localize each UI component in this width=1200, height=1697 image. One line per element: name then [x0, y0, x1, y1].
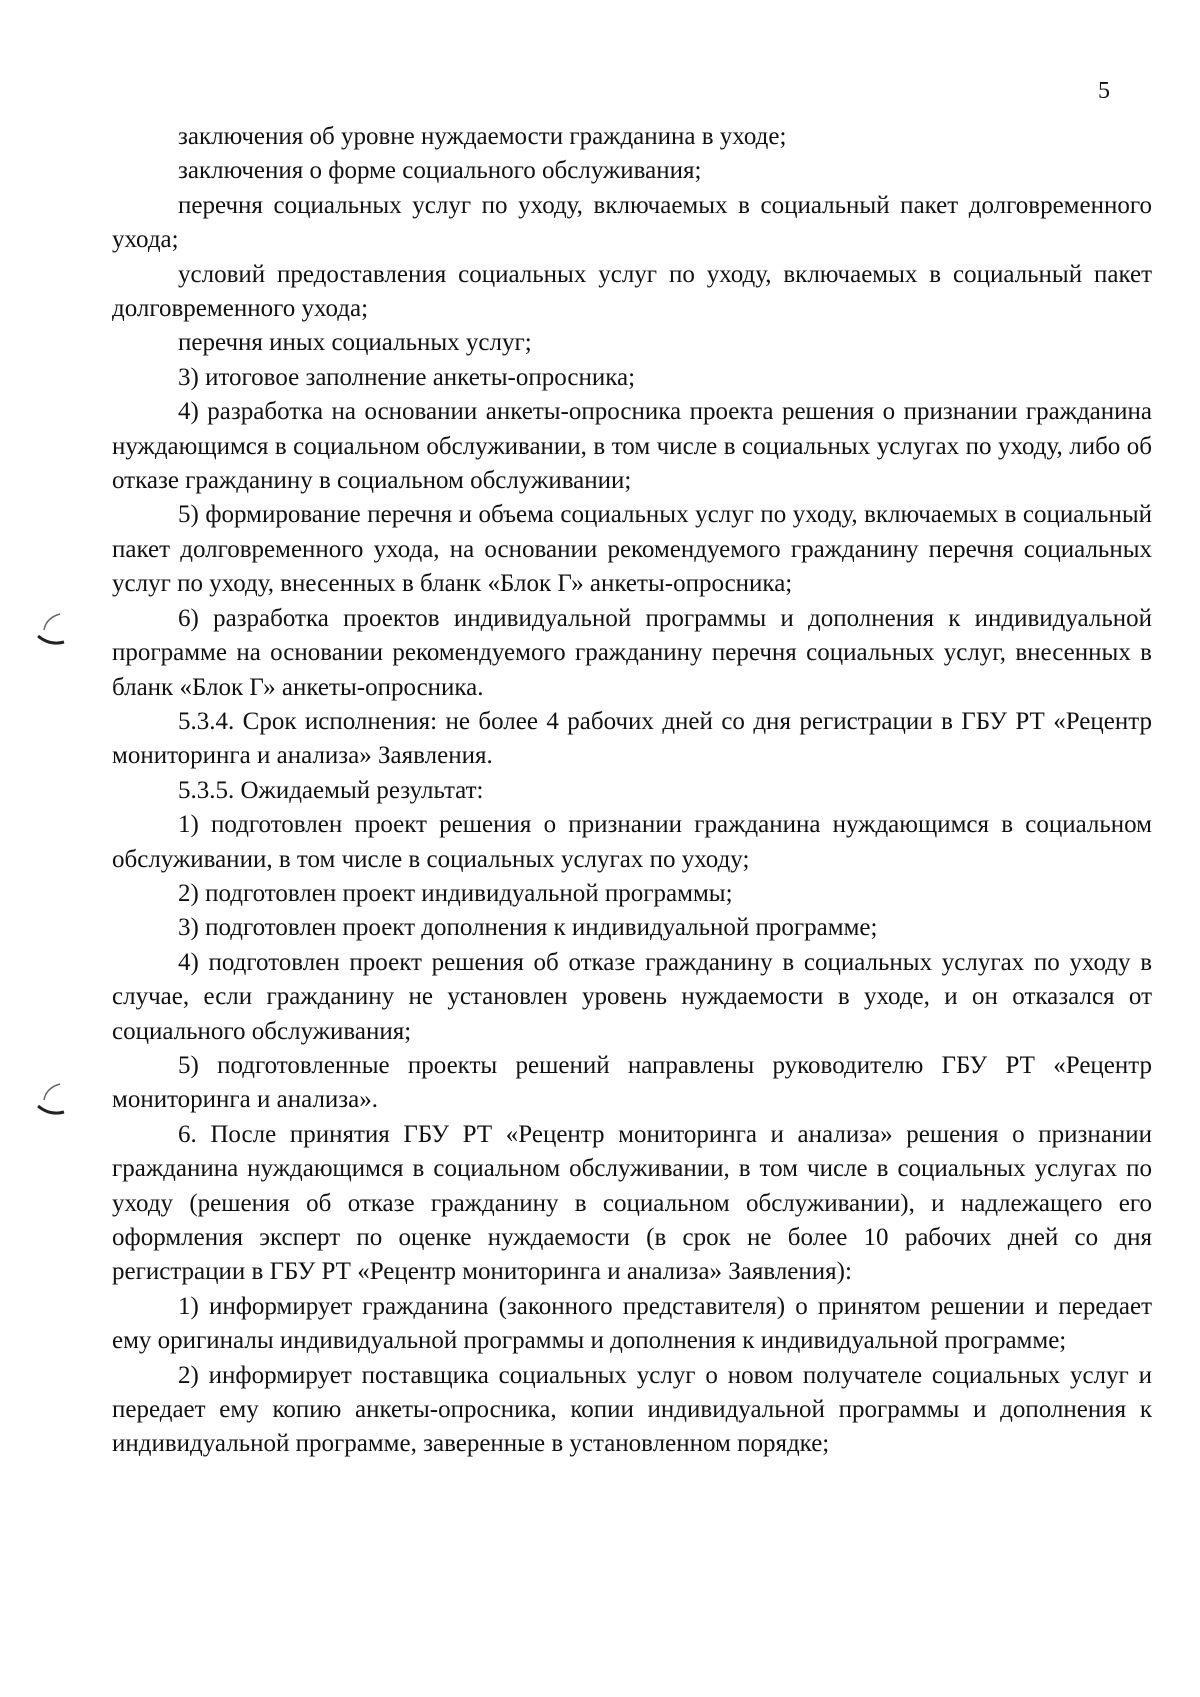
paragraph: 4) разработка на основании анкеты-опросника проекта решения о признании гражданина нуждающимся в социальном обслуживании, в том числе в социальных услугах по уходу, либо об отказе гражданину в социальном обслуживании;: [112, 398, 1152, 495]
paragraph: 5.3.4. Срок исполнения: не более 4 рабочих дней со дня регистрации в ГБУ РТ «Рецентр мониторинга и анализа» Заявления.: [112, 707, 1152, 770]
paragraph: перечня иных социальных услуг;: [178, 329, 532, 357]
paragraph: заключения об уровне нуждаемости гражданина в уходе;: [178, 123, 787, 150]
binding-hole-mark-icon: [36, 1082, 66, 1116]
paragraph: 3) подготовлен проект дополнения к индивидуальной программе;: [178, 914, 878, 942]
page-number: 5: [1098, 78, 1110, 104]
paragraph: 2) информирует поставщика социальных услуг о новом получателе социальных услуг и передает ему копию анкеты-опросника, копии индивидуальной программы и дополнения к индивидуальной программе, заверенные в установленном порядке;: [112, 1361, 1152, 1458]
binding-hole-mark-icon: [36, 612, 66, 646]
paragraph: 4) подготовлен проект решения об отказе гражданину в социальных услугах по уходу в случае, если гражданину не установлен уровень нуждаемости в уходе, и он отказался от социального обслуживания;: [112, 948, 1152, 1045]
paragraph: 6) разработка проектов индивидуальной программы и дополнения к индивидуальной программе на основании рекомендуемого гражданину перечня социальных услуг, внесенных в бланк «Блок Г» анкеты-опросника.: [112, 604, 1152, 701]
paragraph: 6. После принятия ГБУ РТ «Рецентр мониторинга и анализа» решения о признании гражданина нуждающимся в социальном обслуживании, в том числе в социальных услугах по уходу (решения об отказе гражданину в социальном обслуживании), и надлежащего его оформления эксперт по оценке нуждаемости (в срок не более 10 рабочих дней со дня регистрации в ГБУ РТ «Рецентр мониторинга и анализа» Заявления):: [112, 1120, 1152, 1286]
paragraph: 5) формирование перечня и объема социальных услуг по уходу, включаемых в социальный пакет долговременного ухода, на основании рекомендуемого гражданину перечня социальных услуг по уходу, внесенных в бланк «Блок Г» анкеты-опросника;: [112, 501, 1152, 598]
paragraph: 5.3.5. Ожидаемый результат:: [178, 776, 484, 804]
paragraph: перечня социальных услуг по уходу, включаемых в социальный пакет долговременного ухода;: [112, 191, 1152, 254]
paragraph: 1) информирует гражданина (законного представителя) о принятом решении и передает ему оригиналы индивидуальной программы и дополнения к индивидуальной программе;: [112, 1292, 1152, 1355]
paragraph: 3) итоговое заполнение анкеты-опросника;: [178, 363, 636, 391]
paragraph: 2) подготовлен проект индивидуальной программы;: [178, 879, 733, 907]
paragraph: 1) подготовлен проект решения о признании гражданина нуждающимся в социальном обслуживании, в том числе в социальных услугах по уходу;: [112, 811, 1152, 873]
paragraph: заключения о форме социального обслуживания;: [178, 157, 702, 185]
document-body: [112, 120, 1152, 1462]
paragraph: условий предоставления социальных услуг по уходу, включаемых в социальный пакет долговременного ухода;: [112, 260, 1152, 323]
paragraph: 5) подготовленные проекты решений направлены руководителю ГБУ РТ «Рецентр мониторинга и анализа».: [112, 1051, 1152, 1114]
